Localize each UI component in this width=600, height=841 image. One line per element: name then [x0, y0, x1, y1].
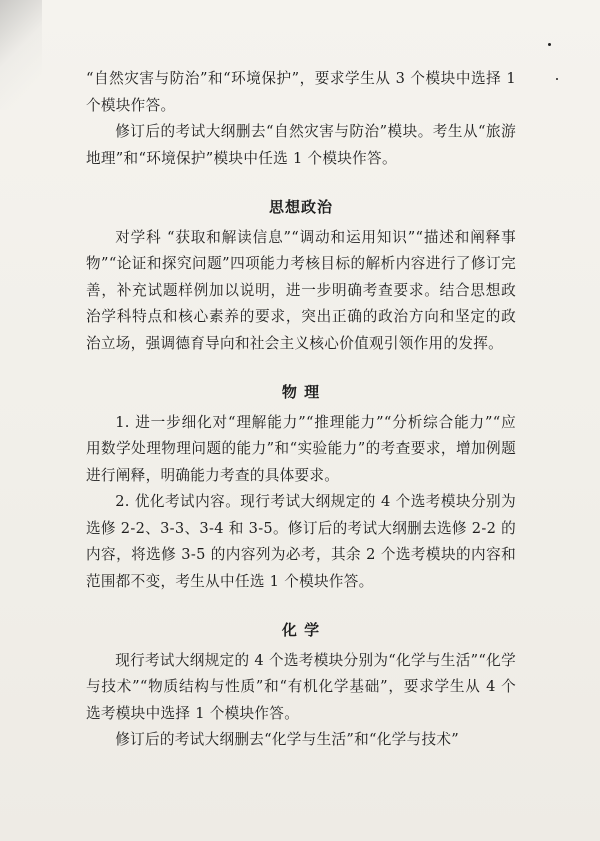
scan-edge-shadow	[0, 0, 42, 110]
paragraph-physics-1: 1. 进一步细化对“理解能力”“推理能力”“分析综合能力”“应用数学处理物理问题的能力”和“实验能力”的考查要求，增加例题进行阐释，明确能力考查的具体要求。	[86, 413, 516, 484]
scan-speck	[556, 78, 558, 80]
paragraph-chemistry-2: 修订后的考试大纲删去“化学与生活”和“化学与技术”	[115, 731, 460, 748]
paragraph-physics-2: 2. 优化考试内容。现行考试大纲规定的 4 个选考模块分别为选修 2-2、3-3、3-4 和 3-5。修订后的考试大纲删去选修 2-2 的内容，将选修 3-5 的内容列为必考，其余 2 个选考模块的内容和范围都不变，考生从中任选 1 个模块作答。	[86, 493, 516, 590]
paragraph-geography-continued: “自然灾害与防治”和“环境保护”，要求学生从 3 个模块中选择 1 个模块作答。	[86, 70, 516, 114]
paragraph-geography-revision: 修订后的考试大纲删去“自然灾害与防治”模块。考生从“旅游地理”和“环境保护”模块中任选 1 个模块作答。	[86, 123, 516, 167]
paragraph-politics: 对学科 “获取和解读信息”“调动和运用知识”“描述和阐释事物”“论证和探究问题”四项能力考核目标的解析内容进行了修订完善，补充试题样例加以说明，进一步明确考查要求。结合思想政治学科特点和核心素养的要求，突出正确的政治方向和坚定的政治立场，强调德育导向和社会主义核心价值观引领作用的发挥。	[86, 228, 516, 352]
scan-speck	[548, 43, 551, 46]
paragraph-chemistry-1: 现行考试大纲规定的 4 个选考模块分别为“化学与生活”“化学与技术”“物质结构与性质”和“有机化学基础”，要求学生从 4 个选考模块中选择 1 个模块作答。	[86, 651, 516, 722]
heading-politics: 思想政治	[268, 198, 333, 216]
heading-physics: 物 理	[281, 383, 321, 401]
heading-chemistry: 化 学	[281, 621, 321, 639]
document-body	[86, 66, 516, 754]
